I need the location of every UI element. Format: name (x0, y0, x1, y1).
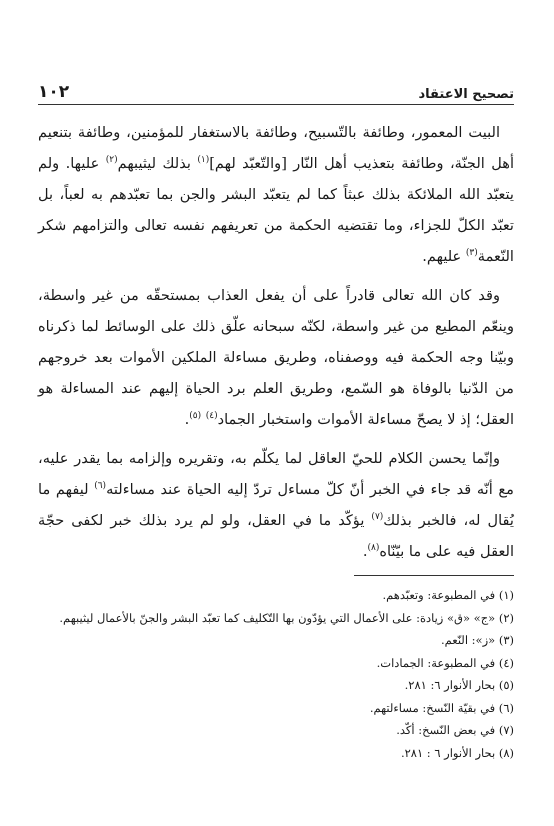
paragraph-2 (38, 280, 514, 435)
paragraph-text: البيت المعمور، وطائفة بالتّسبيح، وطائفة بالاستغفار للمؤمنين، وطائفة بتنعيم أهل الجنّة، وطائفة بتعذيب أهل النّار [والتّعبّد لهم] (38, 124, 515, 172)
footnote-ref-6: (٦) (94, 481, 107, 492)
paragraph-3 (38, 443, 514, 567)
footnote-ref-5: (٥) (189, 411, 202, 422)
footnote-ref-2: (٢) (105, 155, 118, 166)
footnotes (38, 584, 514, 764)
footnote-ref-7: (٧) (371, 512, 384, 523)
footnote-6: (٦) في بقيّة النّسخ: مساءلتهم. (369, 700, 514, 715)
page-number: ١٠٢ (38, 82, 70, 102)
footnote-ref-3: (٣) (465, 248, 478, 259)
paragraph-text: عليها. ولم يتعبّد الله الملائكة بذلك عبثاً كما لم يتعبّد البشر والجن بما تعبّدهم به لعباً، بل تعبّد الكلّ للجزاء، وما تقتضيه الحكمة من تعريفهم نفسه تعالى والتزامهم شكر النّعمة (38, 155, 514, 265)
paragraph-text: وإنّما يحسن الكلام للحيّ العاقل لما يكلّم به، وتقريره وإلزامه بما يقدر عليه، مع أنّه قد جاء في الخبر أنّ كلّ مساءل تردّ إليه الحياة عند مساءلته (38, 450, 515, 498)
main-text (38, 117, 514, 567)
paragraph-text: وقد كان الله تعالى قادراً على أن يفعل العذاب بمستحقّه من غير واسطة، وينعّم المطيع من غير واسطة، لكنّه سبحانه علّق ذلك على الوسائط لما ذكرناه وبيّنا وجه الحكمة فيه ووصفناه، وطريق مساءلة الملكين الأموات بعد خروجهم من الدّنيا بالوفاة هو السّمع، وطريق العلم برد الحياة إليهم عند المساءلة هو العقل؛ إذ لا يصحّ مساءلة الأموات واستخبار الجماد (38, 287, 514, 428)
page-header (38, 78, 514, 105)
footnote-1: (١) في المطبوعة: وتعبّدهم. (382, 588, 514, 602)
paragraph-text: يؤكّد ما في العقل، ولو لم يرد بذلك خبر لكفى حجّة العقل فيه على ما بيّنّاه (38, 512, 514, 560)
paragraph-text: . (184, 411, 190, 428)
running-title: تصحيح الاعتقاد (418, 87, 514, 102)
footnote-7: (٧) في بعض النّسخ: أكّد. (396, 723, 514, 737)
footnote-8: (٨) بحار الأنوار ٦ : ٢٨١. (400, 745, 514, 760)
paragraph-text: ليفهم ما يُقال له، فالخبر بذلك (38, 481, 514, 529)
footnote-5: (٥) بحار الأنوار ٦: ٢٨١. (404, 678, 514, 692)
footnote-separator (354, 575, 514, 576)
footnote-2: (٢) «ج» «ق» زيادة: على الأعمال التي يؤدّون بها التّكليف كما تعبّد البشر والجنّ بالأعمال ليثيبهم. (59, 610, 514, 625)
paragraph-text: بذلك ليثيبهم (117, 155, 198, 172)
paragraph-text: . (362, 543, 368, 560)
paragraph-text: عليهم. (422, 248, 466, 265)
footnote-ref-8: (٨) (367, 543, 380, 554)
paragraph-1 (38, 117, 514, 272)
book-page (38, 78, 514, 778)
footnote-ref-1: (١) (197, 155, 210, 166)
footnote-3: (٣) «ز»: النّعم. (440, 633, 514, 647)
footnote-ref-4: (٤) (205, 411, 218, 422)
footnote-4: (٤) في المطبوعة: الجمادات. (376, 655, 514, 670)
